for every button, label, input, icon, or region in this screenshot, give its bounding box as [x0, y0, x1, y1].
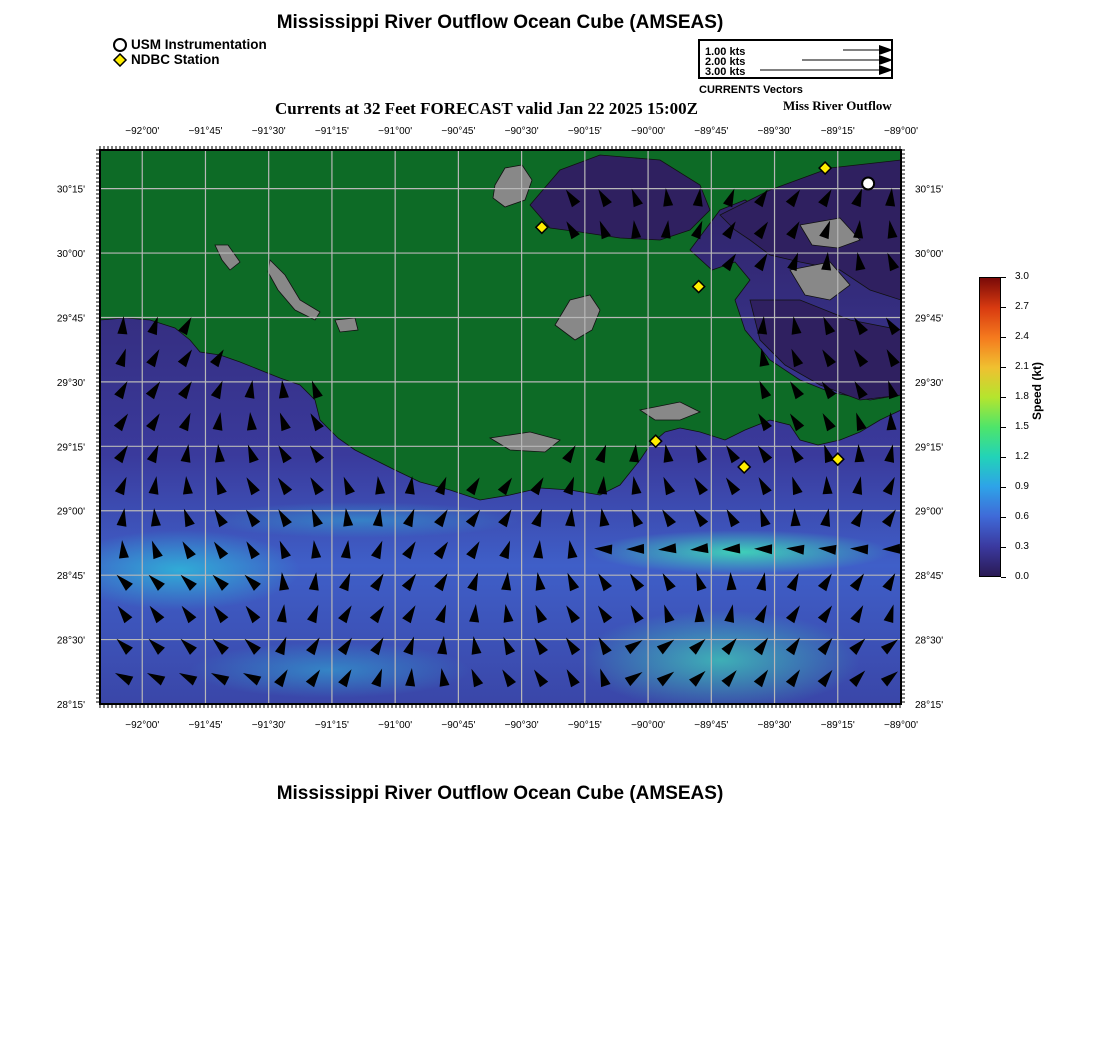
longitude-tick-label: −91°15': [314, 126, 349, 137]
longitude-tick-label: −91°30': [251, 720, 286, 731]
longitude-tick-label: −90°15': [567, 126, 602, 137]
colorbar-tick-label: 0.0: [1015, 571, 1029, 582]
colorbar-tick-mark: [1001, 427, 1006, 428]
legend-usm-label: USM Instrumentation: [131, 37, 267, 52]
longitude-labels-bottom: [125, 720, 918, 731]
longitude-tick-label: −89°45': [694, 126, 729, 137]
latitude-tick-label: 28°30': [56, 635, 85, 647]
map-subtitle: Currents at 32 Feet FORECAST valid Jan 22 2025 15:00Z: [275, 99, 698, 118]
longitude-tick-label: −90°00': [631, 126, 666, 137]
usm-instrument-marker: [862, 177, 874, 189]
latitude-tick-label: 30°00': [915, 249, 944, 261]
longitude-tick-label: −90°45': [441, 720, 476, 731]
colorbar-tick-label: 0.6: [1015, 511, 1029, 522]
longitude-tick-label: −89°00': [884, 126, 918, 137]
map-field: [60, 150, 901, 710]
longitude-tick-label: −91°15': [314, 720, 349, 731]
colorbar-tick-label: 0.9: [1015, 481, 1029, 492]
latitude-tick-label: 29°30': [56, 377, 85, 389]
region-label: Miss River Outflow: [783, 98, 892, 113]
latitude-tick-label: 29°15': [915, 442, 944, 454]
colorbar-tick-mark: [1001, 547, 1006, 548]
colorbar-tick-mark: [1001, 397, 1006, 398]
colorbar-tick-label: 1.8: [1015, 391, 1029, 402]
latitude-labels-left: [57, 185, 85, 711]
colorbar-tick-mark: [1001, 487, 1006, 488]
latitude-tick-label: 28°45': [56, 571, 85, 583]
colorbar-tick-label: 1.5: [1015, 421, 1029, 432]
current-band-south: [190, 642, 470, 698]
longitude-labels-top: [125, 126, 918, 137]
latitude-tick-label: 28°45': [915, 571, 944, 583]
colorbar-tick-mark: [1001, 517, 1006, 518]
colorbar-tick-label: 2.1: [1015, 361, 1029, 372]
speed-colorbar: [979, 277, 1001, 577]
colorbar-tick-label: 2.7: [1015, 301, 1029, 312]
map-title-bottom: Mississippi River Outflow Ocean Cube (AMSEAS): [276, 783, 724, 804]
longitude-tick-label: −90°00': [631, 720, 666, 731]
colorbar-tick-label: 1.2: [1015, 451, 1029, 462]
longitude-tick-label: −89°30': [757, 126, 792, 137]
colorbar-tick-mark: [1001, 457, 1006, 458]
colorbar-tick-mark: [1001, 337, 1006, 338]
longitude-tick-label: −91°30': [251, 126, 286, 137]
vector-key-label-2: 2.00 kts: [705, 56, 746, 68]
colorbar-tick-mark: [1001, 577, 1006, 578]
longitude-tick-label: −89°30': [757, 720, 792, 731]
latitude-tick-label: 28°15': [56, 700, 85, 711]
longitude-tick-label: −92°00': [125, 126, 160, 137]
longitude-tick-label: −91°00': [378, 720, 413, 731]
colorbar-title: Speed (kt): [1030, 361, 1044, 420]
latitude-tick-label: 29°00': [56, 506, 85, 518]
latitude-tick-label: 29°45': [56, 313, 85, 325]
longitude-tick-label: −91°00': [378, 126, 413, 137]
latitude-tick-label: 29°00': [915, 506, 944, 518]
latitude-tick-label: 30°00': [56, 249, 85, 261]
longitude-tick-label: −92°00': [125, 720, 160, 731]
latitude-labels-right: [915, 185, 943, 711]
longitude-tick-label: −90°15': [567, 720, 602, 731]
longitude-tick-label: −90°30': [504, 126, 539, 137]
latitude-tick-label: 28°15': [915, 700, 944, 711]
vector-key-label-1: 1.00 kts: [705, 46, 746, 58]
latitude-tick-label: 30°15': [915, 184, 944, 196]
longitude-tick-label: −89°15': [820, 720, 855, 731]
colorbar-tick-label: 0.3: [1015, 541, 1029, 552]
vector-key-label-3: 3.00 kts: [705, 66, 746, 78]
longitude-tick-label: −89°45': [694, 720, 729, 731]
latitude-tick-label: 29°15': [56, 442, 85, 454]
longitude-tick-label: −91°45': [188, 720, 223, 731]
map-title: Mississippi River Outflow Ocean Cube (AMSEAS): [276, 12, 724, 33]
longitude-tick-label: −89°00': [884, 720, 918, 731]
longitude-tick-label: −90°30': [504, 720, 539, 731]
colorbar-tick-label: 2.4: [1015, 331, 1029, 342]
colorbar-tick-mark: [1001, 307, 1006, 308]
latitude-tick-label: 29°45': [915, 313, 944, 325]
longitude-tick-label: −91°45': [188, 126, 223, 137]
latitude-tick-label: 30°15': [56, 184, 85, 196]
legend-ndbc-label: NDBC Station: [131, 52, 220, 67]
longitude-tick-label: −90°45': [441, 126, 476, 137]
longitude-tick-label: −89°15': [820, 126, 855, 137]
latitude-tick-label: 29°30': [915, 377, 944, 389]
current-jet-south: [580, 610, 860, 710]
colorbar-tick-mark: [1001, 277, 1006, 278]
latitude-tick-label: 28°30': [915, 635, 944, 647]
colorbar-tick-mark: [1001, 367, 1006, 368]
vector-key-caption: CURRENTS Vectors: [699, 84, 803, 96]
colorbar-tick-label: 3.0: [1015, 271, 1029, 282]
